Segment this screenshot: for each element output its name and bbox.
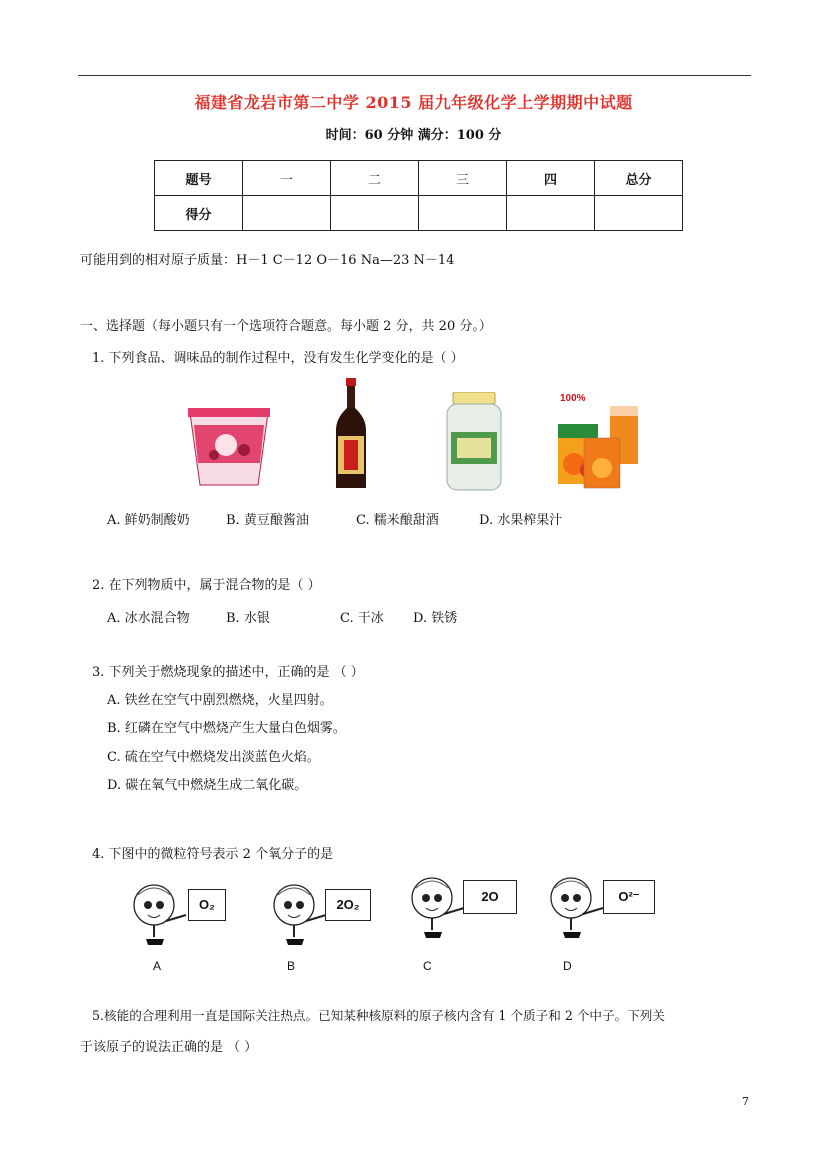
- section1-heading: 一、选择题（每小题只有一个选项符合题意。每小题 2 分，共 20 分。）: [80, 319, 492, 334]
- juice-badge-text: 100%: [560, 393, 586, 404]
- symbol-card-b: 2O₂: [325, 889, 371, 921]
- score-header-cell: 总分: [595, 161, 683, 196]
- q2-option-a[interactable]: A. 冰水混合物: [107, 611, 190, 626]
- q1-option-a[interactable]: A. 鲜奶制酸奶: [107, 513, 190, 528]
- score-header-cell: 四: [507, 161, 595, 196]
- symbol-card-d: O²⁻: [603, 880, 655, 914]
- exam-subtitle: 时间：60 分钟 满分：100 分: [325, 128, 502, 143]
- score-table-score-row: [155, 196, 683, 231]
- q3-option-b[interactable]: B. 红磷在空气中燃烧产生大量白色烟雾。: [107, 721, 346, 736]
- q3-option-c[interactable]: C. 硫在空气中燃烧发出淡蓝色火焰。: [107, 750, 320, 765]
- score-row-label: 得分: [155, 196, 243, 231]
- q3-stem: 3. 下列关于燃烧现象的描述中，正确的是 （ ）: [92, 665, 364, 680]
- exam-title: 福建省龙岩市第二中学 2015 届九年级化学上学期期中试题: [194, 93, 633, 112]
- atomic-mass-line: 可能用到的相对原子质量：H－1 C－12 O－16 Na—23 N－14: [80, 253, 455, 268]
- yogurt-cup-image: [186, 405, 272, 491]
- score-input-cell[interactable]: [507, 196, 595, 231]
- q1-option-b[interactable]: B. 黄豆酿酱油: [226, 513, 309, 528]
- score-header-cell: 三: [419, 161, 507, 196]
- q4-stem: 4. 下图中的微粒符号表示 2 个氧分子的是: [92, 847, 334, 862]
- score-header-cell: 一: [243, 161, 331, 196]
- q4-label-c[interactable]: C: [423, 959, 432, 973]
- cartoon-molecule-figure-a: [126, 875, 196, 955]
- q4-label-b[interactable]: B: [287, 959, 296, 973]
- symbol-card-c: 2O: [463, 880, 517, 914]
- q5-stem-line1: 5.核能的合理利用一直是国际关注热点。已知某种核原料的原子核内含有 1 个质子和 2 个中子。下列关: [92, 1008, 665, 1023]
- q2-option-b[interactable]: B. 水银: [226, 611, 270, 626]
- score-table-header-row: [155, 161, 683, 196]
- q2-option-d[interactable]: D. 铁锈: [413, 611, 458, 626]
- q4-label-d[interactable]: D: [563, 959, 572, 973]
- rice-wine-jar-image: [443, 392, 505, 492]
- q3-option-d[interactable]: D. 碳在氧气中燃烧生成二氧化碳。: [107, 778, 308, 793]
- q1-stem: 1. 下列食品、调味品的制作过程中，没有发生化学变化的是（ ）: [92, 351, 464, 366]
- score-input-cell[interactable]: [419, 196, 507, 231]
- q4-label-a[interactable]: A: [153, 959, 162, 973]
- score-table: [154, 160, 683, 231]
- q1-option-d[interactable]: D. 水果榨果汁: [479, 513, 563, 528]
- q1-option-c[interactable]: C. 糯米酿甜酒: [356, 513, 439, 528]
- q2-stem: 2. 在下列物质中，属于混合物的是（ ）: [92, 578, 321, 593]
- q3-option-a[interactable]: A. 铁丝在空气中剧烈燃烧，火星四射。: [107, 693, 333, 708]
- score-input-cell[interactable]: [595, 196, 683, 231]
- q5-stem-line2: 于该原子的说法正确的是 （ ）: [80, 1040, 258, 1055]
- page-number: 7: [742, 1095, 749, 1108]
- q2-option-c[interactable]: C. 干冰: [340, 611, 384, 626]
- fruit-juice-boxes-image: [552, 390, 642, 490]
- score-input-cell[interactable]: [331, 196, 419, 231]
- soy-sauce-bottle-image: [330, 378, 372, 490]
- score-input-cell[interactable]: [243, 196, 331, 231]
- header-rule: [78, 75, 751, 76]
- score-header-cell: 二: [331, 161, 419, 196]
- symbol-card-a: O₂: [188, 889, 226, 921]
- score-header-cell: 题号: [155, 161, 243, 196]
